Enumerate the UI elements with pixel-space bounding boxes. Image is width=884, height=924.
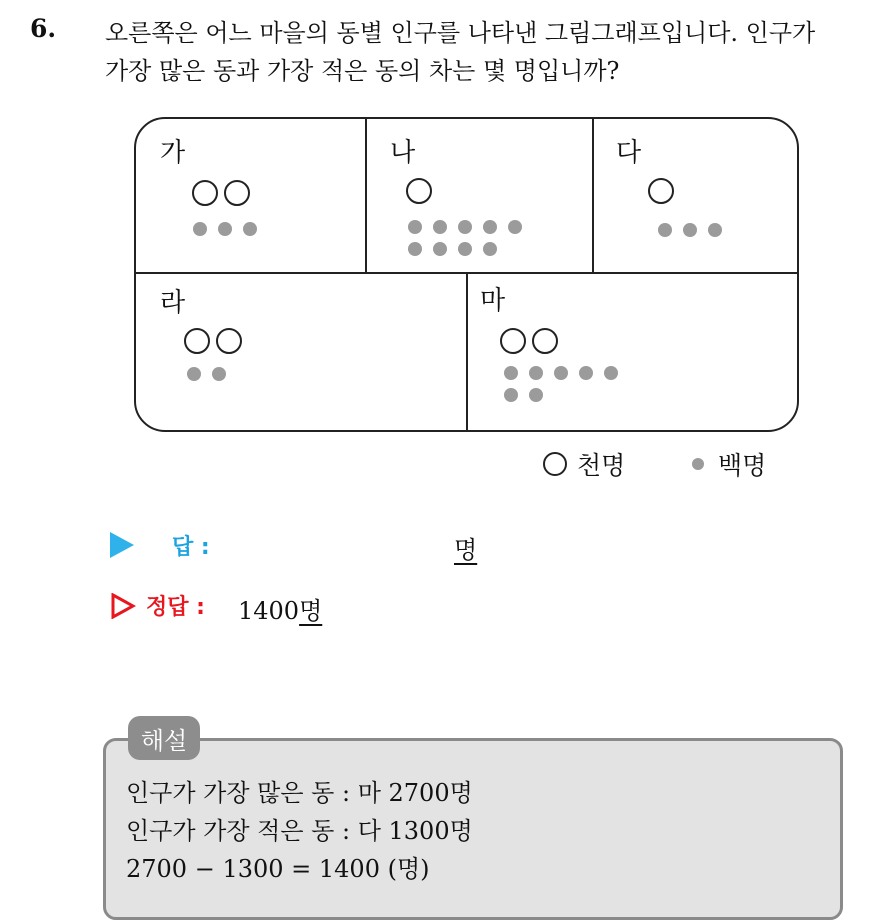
hundred-symbol-ga [243,222,257,236]
question-line-2: 가장 많은 동과 가장 적은 동의 차는 몇 명입니까? [105,57,620,85]
hundred-symbol-ma [554,366,568,380]
hundred-symbol-da [708,223,722,237]
cell-label-ma: 마 [480,286,506,316]
correct-answer-row [110,590,610,624]
legend-hundred-label: 백명 [718,451,767,480]
hundred-symbol-ma [504,388,518,402]
answer-unit: 명 [454,536,478,564]
explanation-line-2: 인구가 가장 적은 동 : 다 1300명 [126,817,473,845]
correct-answer-label: 정답 : [146,595,205,620]
hundred-symbol-na [458,242,472,256]
hundred-symbol-na [508,220,522,234]
small-dot-icon [692,458,704,470]
question-line-1: 오른쪽은 어느 마을의 동별 인구를 나타낸 그림그래프입니다. 인구가 [105,19,816,47]
hundred-symbol-da [658,223,672,237]
correct-answer-number: 1400 [238,597,300,625]
legend-hundred [692,446,766,482]
hundred-symbol-ra [212,367,226,381]
hundred-symbol-ra [187,367,201,381]
thousand-symbol-ga [193,181,217,205]
cell-label-da: 다 [616,138,642,168]
thousand-symbol-ra [217,329,241,353]
hundred-symbol-na [483,242,497,256]
hundred-symbol-da [683,223,697,237]
question-number: 6. [30,14,57,43]
hundred-symbol-na [433,242,447,256]
correct-answer-unit: 명 [299,597,323,625]
thousand-symbol-ma [533,329,557,353]
hundred-symbol-na [458,220,472,234]
legend-thousand [543,446,625,482]
correct-answer-value [238,591,322,626]
cell-label-ga: 가 [160,138,186,168]
outline-triangle-icon [110,593,136,619]
explanation-lines [126,774,473,888]
legend-thousand-label: 천명 [577,451,626,480]
question-text [105,14,875,90]
answer-row [110,530,610,564]
cell-label-ra: 라 [160,288,186,318]
thousand-symbol-ra [185,329,209,353]
play-triangle-icon [110,532,134,558]
big-circle-icon [543,452,567,476]
hundred-symbol-ga [193,222,207,236]
explanation-line-3: 2700 − 1300 = 1400 (명) [126,855,430,883]
explanation-title: 해설 [128,716,200,760]
hundred-symbol-ma [579,366,593,380]
hundred-symbol-na [433,220,447,234]
cell-label-na: 나 [390,138,416,168]
hundred-symbol-na [408,220,422,234]
graph-border [135,118,798,431]
explanation-line-1: 인구가 가장 많은 동 : 마 2700명 [126,779,473,807]
thousand-symbol-da [649,179,673,203]
hundred-symbol-na [408,242,422,256]
hundred-symbol-na [483,220,497,234]
thousand-symbol-ma [501,329,525,353]
hundred-symbol-ma [529,388,543,402]
thousand-symbol-na [407,179,431,203]
hundred-symbol-ga [218,222,232,236]
hundred-symbol-ma [604,366,618,380]
hundred-symbol-ma [529,366,543,380]
thousand-symbol-ga [225,181,249,205]
hundred-symbol-ma [504,366,518,380]
answer-label: 답 : [172,535,210,560]
